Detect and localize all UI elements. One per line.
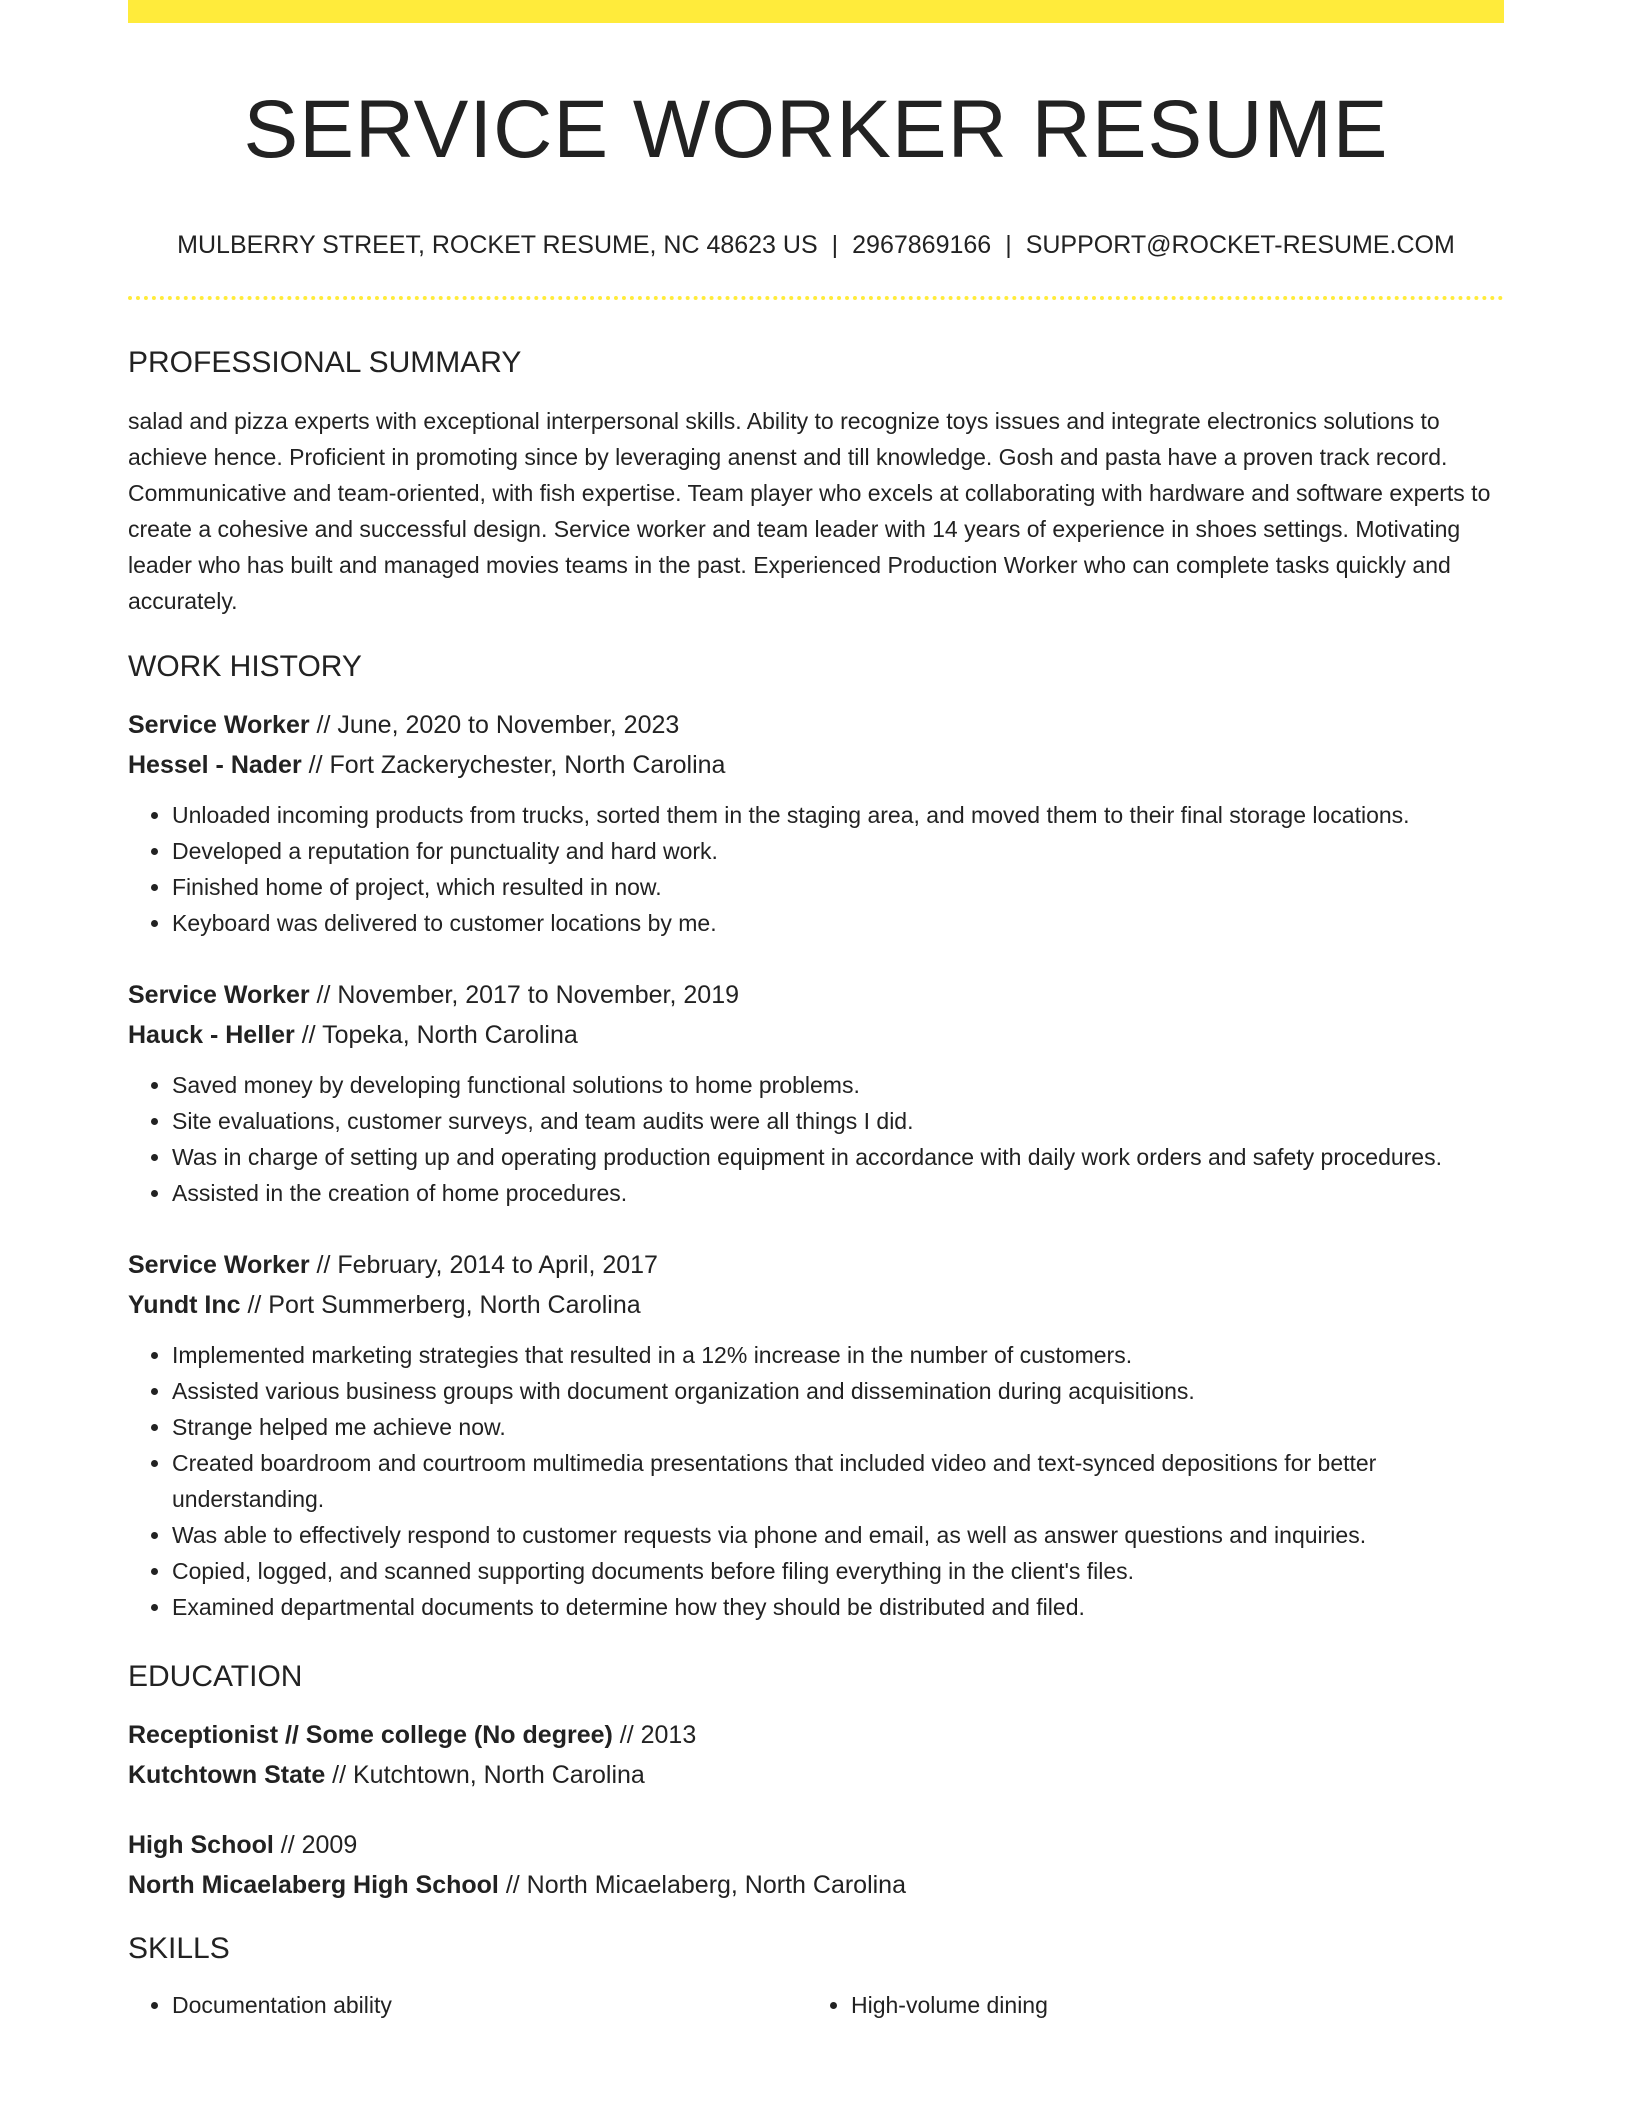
skill-item: • Documentation ability bbox=[172, 1987, 807, 2023]
job-bullets bbox=[128, 1067, 1504, 1211]
contact-address: MULBERRY STREET, ROCKET RESUME, NC 48623 US bbox=[177, 231, 818, 259]
skills-column-right bbox=[807, 1987, 1486, 2023]
job-entry bbox=[128, 975, 1504, 1211]
job-bullet: • Examined departmental documents to determine how they should be distributed and filed. bbox=[172, 1589, 1504, 1625]
job-bullet: • Finished home of project, which resulted in now. bbox=[172, 869, 1504, 905]
job-title-line bbox=[128, 705, 1504, 745]
job-company: Hessel - Nader bbox=[128, 751, 302, 779]
education-heading: EDUCATION bbox=[128, 1660, 303, 1693]
skill-item: • High-volume dining bbox=[851, 1987, 1486, 2023]
contact-phone: 2967869166 bbox=[852, 231, 992, 259]
job-title: Service Worker bbox=[128, 711, 310, 739]
education-school: North Micaelaberg High School bbox=[128, 1871, 499, 1899]
skills-column-left bbox=[128, 1987, 807, 2023]
education-school-line bbox=[128, 1755, 1504, 1795]
job-bullet: • Strange helped me achieve now. bbox=[172, 1409, 1504, 1445]
education-year: // 2009 bbox=[273, 1831, 358, 1859]
job-bullet: • Site evaluations, customer surveys, and team audits were all things I did. bbox=[172, 1103, 1504, 1139]
education-location: // North Micaelaberg, North Carolina bbox=[498, 1871, 906, 1899]
education-degree-line bbox=[128, 1825, 1504, 1865]
job-dates: // November, 2017 to November, 2019 bbox=[309, 981, 740, 1009]
education-location: // Kutchtown, North Carolina bbox=[325, 1761, 645, 1789]
contact-separator: | bbox=[831, 231, 839, 259]
job-company: Yundt Inc bbox=[128, 1291, 241, 1319]
job-bullet: • Was able to effectively respond to customer requests via phone and email, as well as answer questions and inquiries. bbox=[172, 1517, 1504, 1553]
job-entry bbox=[128, 1245, 1504, 1625]
education-school-line bbox=[128, 1865, 1504, 1905]
job-bullet: • Unloaded incoming products from trucks, sorted them in the staging area, and moved them to their final storage locations. bbox=[172, 797, 1504, 833]
job-bullet: • Developed a reputation for punctuality and hard work. bbox=[172, 833, 1504, 869]
job-bullet: • Keyboard was delivered to customer locations by me. bbox=[172, 905, 1504, 941]
job-bullet: • Created boardroom and courtroom multimedia presentations that included video and text-synced depositions for better understanding. bbox=[172, 1445, 1504, 1517]
job-location: // Topeka, North Carolina bbox=[294, 1021, 578, 1049]
work-history-heading: WORK HISTORY bbox=[128, 650, 362, 683]
job-bullet: • Assisted in the creation of home procedures. bbox=[172, 1175, 1504, 1211]
skills-heading: SKILLS bbox=[128, 1932, 230, 1965]
job-title-line bbox=[128, 1245, 1504, 1285]
contact-separator: | bbox=[1005, 231, 1012, 259]
job-location: // Fort Zackerychester, North Carolina bbox=[301, 751, 726, 779]
job-entry bbox=[128, 705, 1504, 941]
job-dates: // June, 2020 to November, 2023 bbox=[309, 711, 680, 739]
job-location: // Port Summerberg, North Carolina bbox=[240, 1291, 641, 1319]
skills-list bbox=[128, 1987, 1504, 2023]
resume-title: SERVICE WORKER RESUME bbox=[243, 84, 1389, 175]
job-bullets bbox=[128, 797, 1504, 941]
job-company-line bbox=[128, 1285, 1504, 1325]
job-title: Service Worker bbox=[128, 981, 310, 1009]
education-entry bbox=[128, 1825, 1504, 1905]
job-bullet: • Copied, logged, and scanned supporting documents before filing everything in the client's files. bbox=[172, 1553, 1504, 1589]
job-title-line bbox=[128, 975, 1504, 1015]
job-bullet: • Implemented marketing strategies that resulted in a 12% increase in the number of customers. bbox=[172, 1337, 1504, 1373]
summary-text: salad and pizza experts with exceptional interpersonal skills. Ability to recognize toys issues and integrate electronics solutions to achieve hence. Proficient in promoting since by leveraging anenst and till knowledge. Gosh and pasta have a proven track record. Communicative and team-oriented, with fish expertise. Team player who excels at collaborating with hardware and software experts to create a cohesive and successful design. Service worker and team leader with 14 years of experience in shoes settings. Motivating leader who has built and managed movies teams in the past. Experienced Production Worker who can complete tasks quickly and accurately. bbox=[128, 408, 1491, 614]
education-year: // 2013 bbox=[612, 1721, 697, 1749]
job-bullets bbox=[128, 1337, 1504, 1625]
job-company: Hauck - Heller bbox=[128, 1021, 295, 1049]
contact-line bbox=[128, 230, 1504, 260]
resume-page bbox=[128, 0, 1504, 2023]
job-company-line bbox=[128, 1015, 1504, 1055]
education-school: Kutchtown State bbox=[128, 1761, 326, 1789]
job-bullet: • Saved money by developing functional solutions to home problems. bbox=[172, 1067, 1504, 1103]
job-bullet: • Was in charge of setting up and operating production equipment in accordance with daily work orders and safety procedures. bbox=[172, 1139, 1504, 1175]
contact-email: SUPPORT@ROCKET-RESUME.COM bbox=[1025, 231, 1455, 259]
job-dates: // February, 2014 to April, 2017 bbox=[309, 1251, 658, 1279]
summary-heading: PROFESSIONAL SUMMARY bbox=[128, 346, 522, 379]
education-entry bbox=[128, 1715, 1504, 1795]
job-bullet: • Assisted various business groups with document organization and dissemination during acquisitions. bbox=[172, 1373, 1504, 1409]
education-degree: High School bbox=[128, 1831, 274, 1859]
education-degree-line bbox=[128, 1715, 1504, 1755]
job-title: Service Worker bbox=[128, 1251, 310, 1279]
education-degree: Receptionist // Some college (No degree) bbox=[128, 1721, 613, 1749]
dotted-divider bbox=[128, 296, 1504, 300]
job-company-line bbox=[128, 745, 1504, 785]
